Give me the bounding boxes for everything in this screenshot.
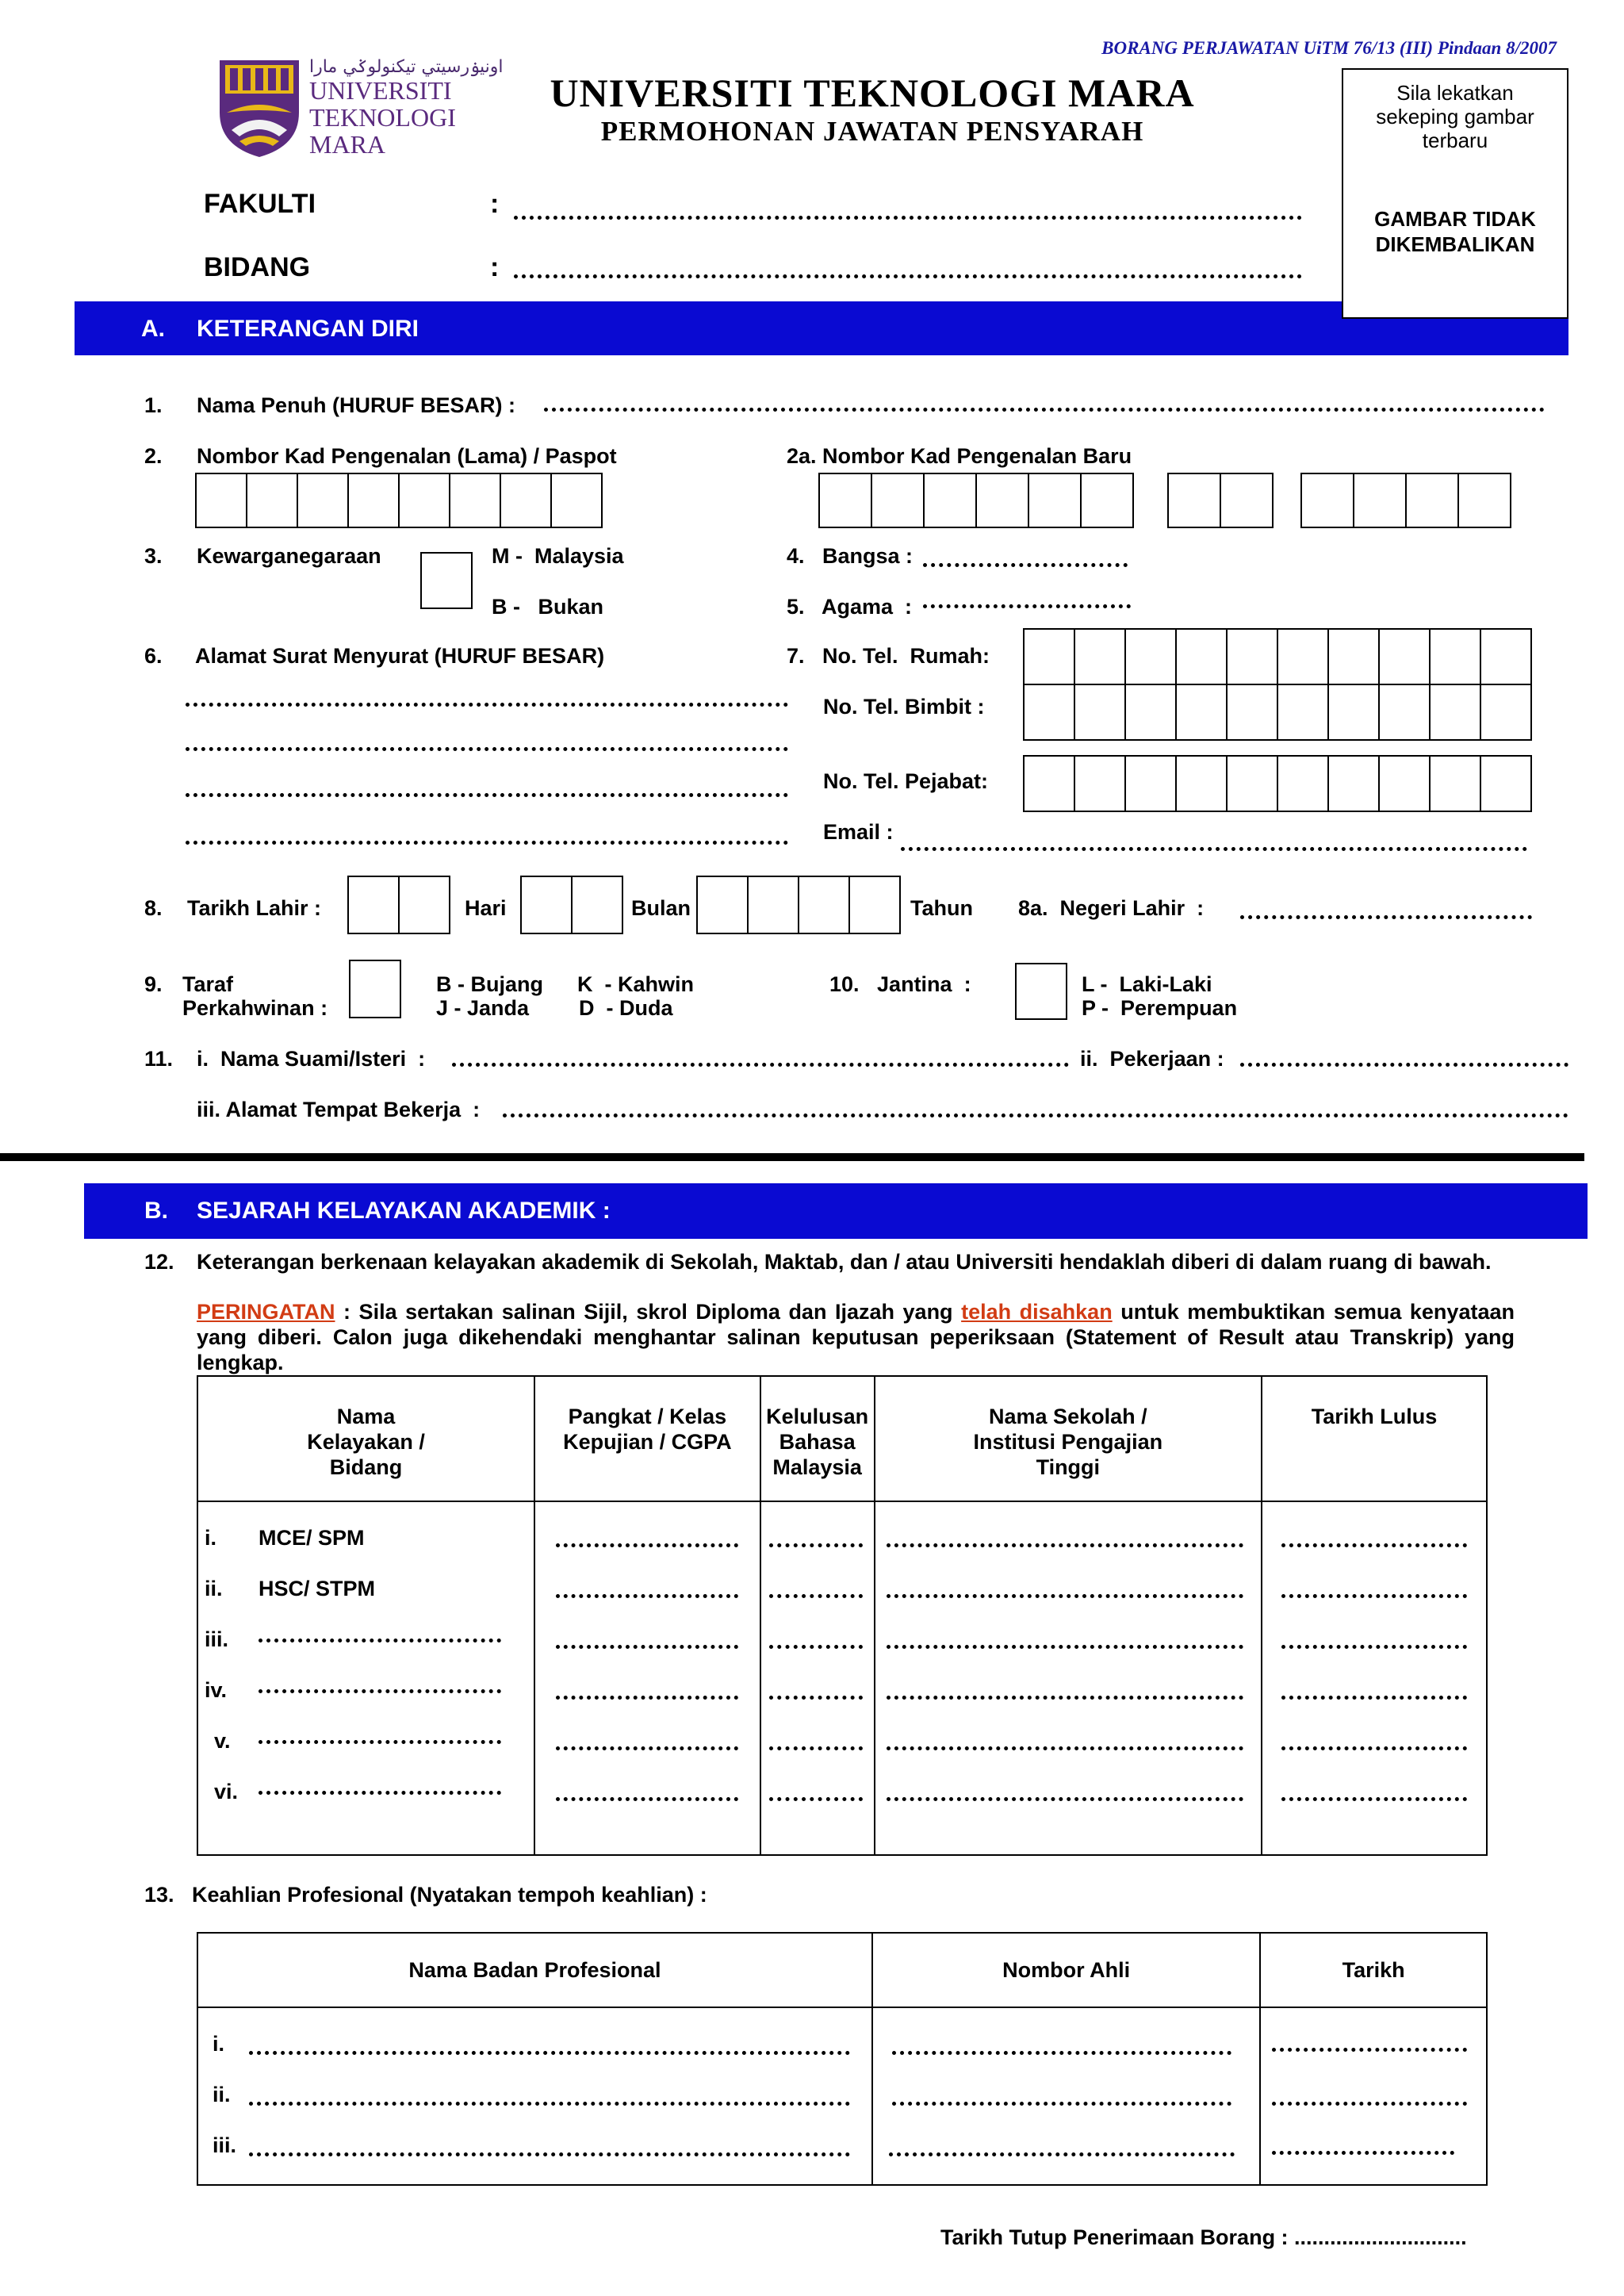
q2-label: Nombor Kad Pengenalan (Lama) / Paspot xyxy=(197,444,617,468)
citizenship-opt-b: B - Bukan xyxy=(492,595,604,619)
gender-opt-l: L - Laki-Laki xyxy=(1082,972,1212,996)
q12-text: Keterangan berkenaan kelayakan akademik di Sekolah, Maktab, dan / atau Universiti hendaklah diberi di dalam ruang di bawah. xyxy=(197,1250,1492,1274)
mobile-phone-boxes[interactable] xyxy=(1025,684,1532,741)
qual-row-4-name-field[interactable] xyxy=(259,1689,501,1693)
new-ic-boxes-part2[interactable] xyxy=(1169,473,1274,528)
q1-number: 1. xyxy=(144,393,163,417)
logo-line-3: MARA xyxy=(309,130,386,159)
logo-line-2: TEKNOLOGI xyxy=(309,103,456,132)
qualifications-table xyxy=(197,1375,1488,1856)
bidang-colon: : xyxy=(490,252,500,282)
q8-label: Tarikh Lahir : xyxy=(187,896,322,920)
q9-label-2: Perkahwinan : xyxy=(182,996,328,1020)
logo-line-1: UNIVERSITI xyxy=(309,76,452,105)
q2-number: 2. xyxy=(144,444,163,468)
address-line-4[interactable] xyxy=(186,841,788,845)
hari-label: Hari xyxy=(465,896,507,920)
address-line-3[interactable] xyxy=(186,793,788,797)
bidang-label: BIDANG xyxy=(204,252,311,282)
office-phone-boxes[interactable] xyxy=(1025,755,1532,812)
prof-header-member-no: Nombor Ahli xyxy=(872,1933,1260,2007)
marital-status-checkbox[interactable] xyxy=(349,960,401,1018)
photo-box[interactable] xyxy=(1342,68,1568,319)
uitm-logo xyxy=(216,57,504,160)
prof-header-date: Tarikh xyxy=(1260,1933,1487,2007)
bidang-field[interactable] xyxy=(514,274,1302,278)
prof-row-2-num: ii. xyxy=(213,2083,231,2106)
prof-header-name: Nama Badan Profesional xyxy=(197,1933,872,2007)
tahun-label: Tahun xyxy=(910,896,973,920)
warning-link[interactable]: telah disahkan xyxy=(961,1300,1113,1324)
qual-col-grade[interactable] xyxy=(534,1501,760,1855)
warning-paragraph xyxy=(197,1299,1515,1375)
gender-checkbox[interactable] xyxy=(1015,963,1067,1020)
section-a-title: KETERANGAN DIRI xyxy=(197,316,419,342)
closing-date: Tarikh Tutup Penerimaan Borang : ............................. xyxy=(940,2225,1467,2249)
mobile-label: No. Tel. Bimbit : xyxy=(823,695,985,719)
marital-opt-bujang: B - Bujang xyxy=(436,972,543,996)
q2a-label: 2a. Nombor Kad Pengenalan Baru xyxy=(787,444,1132,468)
q3-label: Kewarganegaraan xyxy=(197,544,381,568)
page-title: UNIVERSITI TEKNOLOGI MARA xyxy=(550,71,1195,115)
qual-header-name: Nama Kelayakan / Bidang xyxy=(197,1376,534,1501)
section-a-number: A. xyxy=(141,316,165,342)
qual-col-date[interactable] xyxy=(1262,1501,1487,1855)
email-label: Email : xyxy=(823,820,894,844)
marital-opt-kahwin: K - Kahwin xyxy=(577,972,694,996)
fakulti-field[interactable] xyxy=(514,216,1302,220)
q7-label: 7. No. Tel. Rumah: xyxy=(787,644,990,668)
q8-number: 8. xyxy=(144,896,163,920)
spouse-job-label: ii. Pekerjaan : xyxy=(1080,1047,1224,1071)
q3-number: 3. xyxy=(144,544,163,568)
warning-text-2: untuk membuktikan semua kenyataan yang diberi. Calon juga dikehendaki menghantar salinan keputusan peperiksaan (Statement of Result atau Transkrip) yang lengkap. xyxy=(197,1300,1515,1374)
prof-col-name xyxy=(197,2007,872,2185)
uitm-crest-icon xyxy=(216,57,303,159)
q10-label: 10. Jantina : xyxy=(829,972,971,996)
new-ic-boxes-part1[interactable] xyxy=(820,473,1134,528)
page-subtitle: PERMOHONAN JAWATAN PENSYARAH xyxy=(600,116,1144,147)
spouse-job-field[interactable] xyxy=(1240,1063,1568,1067)
qual-row-1-name: MCE/ SPM xyxy=(259,1526,365,1550)
logo-jawi: اونيۏرسيتي تيكنولوݢي مارا xyxy=(309,57,504,77)
qual-header-bm: Kelulusan Bahasa Malaysia xyxy=(760,1376,875,1501)
warning-text-1: : Sila sertakan salinan Sijil, skrol Diploma dan Ijazah yang xyxy=(335,1300,962,1324)
photo-instruction: Sila lekatkan sekeping gambar terbaru xyxy=(1376,81,1534,152)
fakulti-colon: : xyxy=(490,189,500,219)
qual-row-1: i. MCE/ SPM xyxy=(205,1526,365,1550)
spouse-work-address-field[interactable] xyxy=(503,1114,1568,1117)
q5-label: 5. Agama : xyxy=(787,595,913,619)
qual-header-institution: Nama Sekolah / Institusi Pengajian Tinggi xyxy=(875,1376,1262,1501)
q4-label: 4. Bangsa : xyxy=(787,544,914,568)
citizenship-checkbox[interactable] xyxy=(420,552,473,609)
birth-state-field[interactable] xyxy=(1240,915,1532,919)
page-divider xyxy=(0,1153,1584,1161)
address-line-2[interactable] xyxy=(186,747,788,751)
birth-month-boxes[interactable] xyxy=(522,876,623,934)
home-phone-boxes[interactable] xyxy=(1025,628,1532,685)
fakulti-label: FAKULTI xyxy=(204,189,316,219)
qual-row-list xyxy=(205,1526,534,1830)
q6-label: Alamat Surat Menyurat (HURUF BESAR) xyxy=(195,644,605,668)
office-phone-label: No. Tel. Pejabat: xyxy=(823,769,989,793)
bangsa-field[interactable] xyxy=(923,563,1128,567)
q13-label: 13. Keahlian Profesional (Nyatakan tempoh keahlian) : xyxy=(144,1883,707,1907)
qual-row-3-name-field[interactable] xyxy=(259,1639,501,1642)
new-ic-boxes-part3[interactable] xyxy=(1302,473,1511,528)
professional-table xyxy=(197,1932,1488,2186)
qual-col-institution[interactable] xyxy=(875,1501,1262,1855)
prof-row-1-field[interactable] xyxy=(249,2051,850,2055)
section-b-title: SEJARAH KELAYAKAN AKADEMIK : xyxy=(197,1198,611,1224)
q9-label-1: Taraf xyxy=(182,972,234,996)
prof-row-3-num: iii. xyxy=(213,2133,237,2157)
qual-row-6: vi. xyxy=(205,1780,534,1830)
full-name-field[interactable] xyxy=(544,408,1545,412)
prof-row-2-field[interactable] xyxy=(249,2102,850,2106)
q11-number: 11. xyxy=(144,1047,174,1071)
old-ic-boxes[interactable] xyxy=(197,473,603,528)
qual-header-grade: Pangkat / Kelas Kepujian / CGPA xyxy=(534,1376,760,1501)
bulan-label: Bulan xyxy=(631,896,691,920)
qual-row-2: ii. HSC/ STPM xyxy=(205,1577,376,1600)
prof-col-member-no[interactable] xyxy=(872,2007,1260,2185)
marital-opt-janda: J - Janda xyxy=(436,996,530,1020)
qual-col-name xyxy=(197,1501,534,1855)
prof-row-1-num: i. xyxy=(213,2032,225,2056)
q9-number: 9. xyxy=(144,972,163,996)
q1-label: Nama Penuh (HURUF BESAR) : xyxy=(197,393,516,417)
prof-row-3-field[interactable] xyxy=(249,2152,850,2156)
qual-row-5-name-field[interactable] xyxy=(259,1740,501,1744)
marital-opt-duda: D - Duda xyxy=(579,996,673,1020)
form-code: BORANG PERJAWATAN UiTM 76/13 (III) Pindaan 8/2007 xyxy=(1101,38,1557,58)
qual-row-3: iii. xyxy=(205,1627,534,1678)
email-field[interactable] xyxy=(901,847,1527,851)
q12-number: 12. xyxy=(144,1250,174,1274)
citizenship-opt-m: M - Malaysia xyxy=(492,544,624,568)
warning-label: PERINGATAN xyxy=(197,1300,335,1324)
qual-row-2-name: HSC/ STPM xyxy=(259,1577,376,1600)
spouse-name-field[interactable] xyxy=(452,1063,1069,1067)
section-b-number: B. xyxy=(144,1198,168,1224)
q8a-label: 8a. Negeri Lahir : xyxy=(1018,896,1205,920)
qual-row-4: iv. xyxy=(205,1678,534,1729)
photo-note: GAMBAR TIDAK DIKEMBALIKAN xyxy=(1374,207,1536,256)
spouse-name-label: i. Nama Suami/Isteri : xyxy=(197,1047,426,1071)
qual-row-6-name-field[interactable] xyxy=(259,1791,501,1795)
section-b-header xyxy=(84,1183,1588,1239)
q6-number: 6. xyxy=(144,644,163,668)
agama-field[interactable] xyxy=(923,604,1131,608)
birth-year-boxes[interactable] xyxy=(698,876,901,934)
qual-row-5: v. xyxy=(205,1729,534,1780)
qual-col-bm[interactable] xyxy=(760,1501,875,1855)
prof-col-date[interactable] xyxy=(1260,2007,1487,2185)
gender-opt-p: P - Perempuan xyxy=(1082,996,1238,1020)
address-line-1[interactable] xyxy=(186,703,788,707)
spouse-work-address-label: iii. Alamat Tempat Bekerja : xyxy=(197,1098,481,1121)
qual-header-date: Tarikh Lulus xyxy=(1262,1376,1487,1501)
birth-day-boxes[interactable] xyxy=(349,876,450,934)
